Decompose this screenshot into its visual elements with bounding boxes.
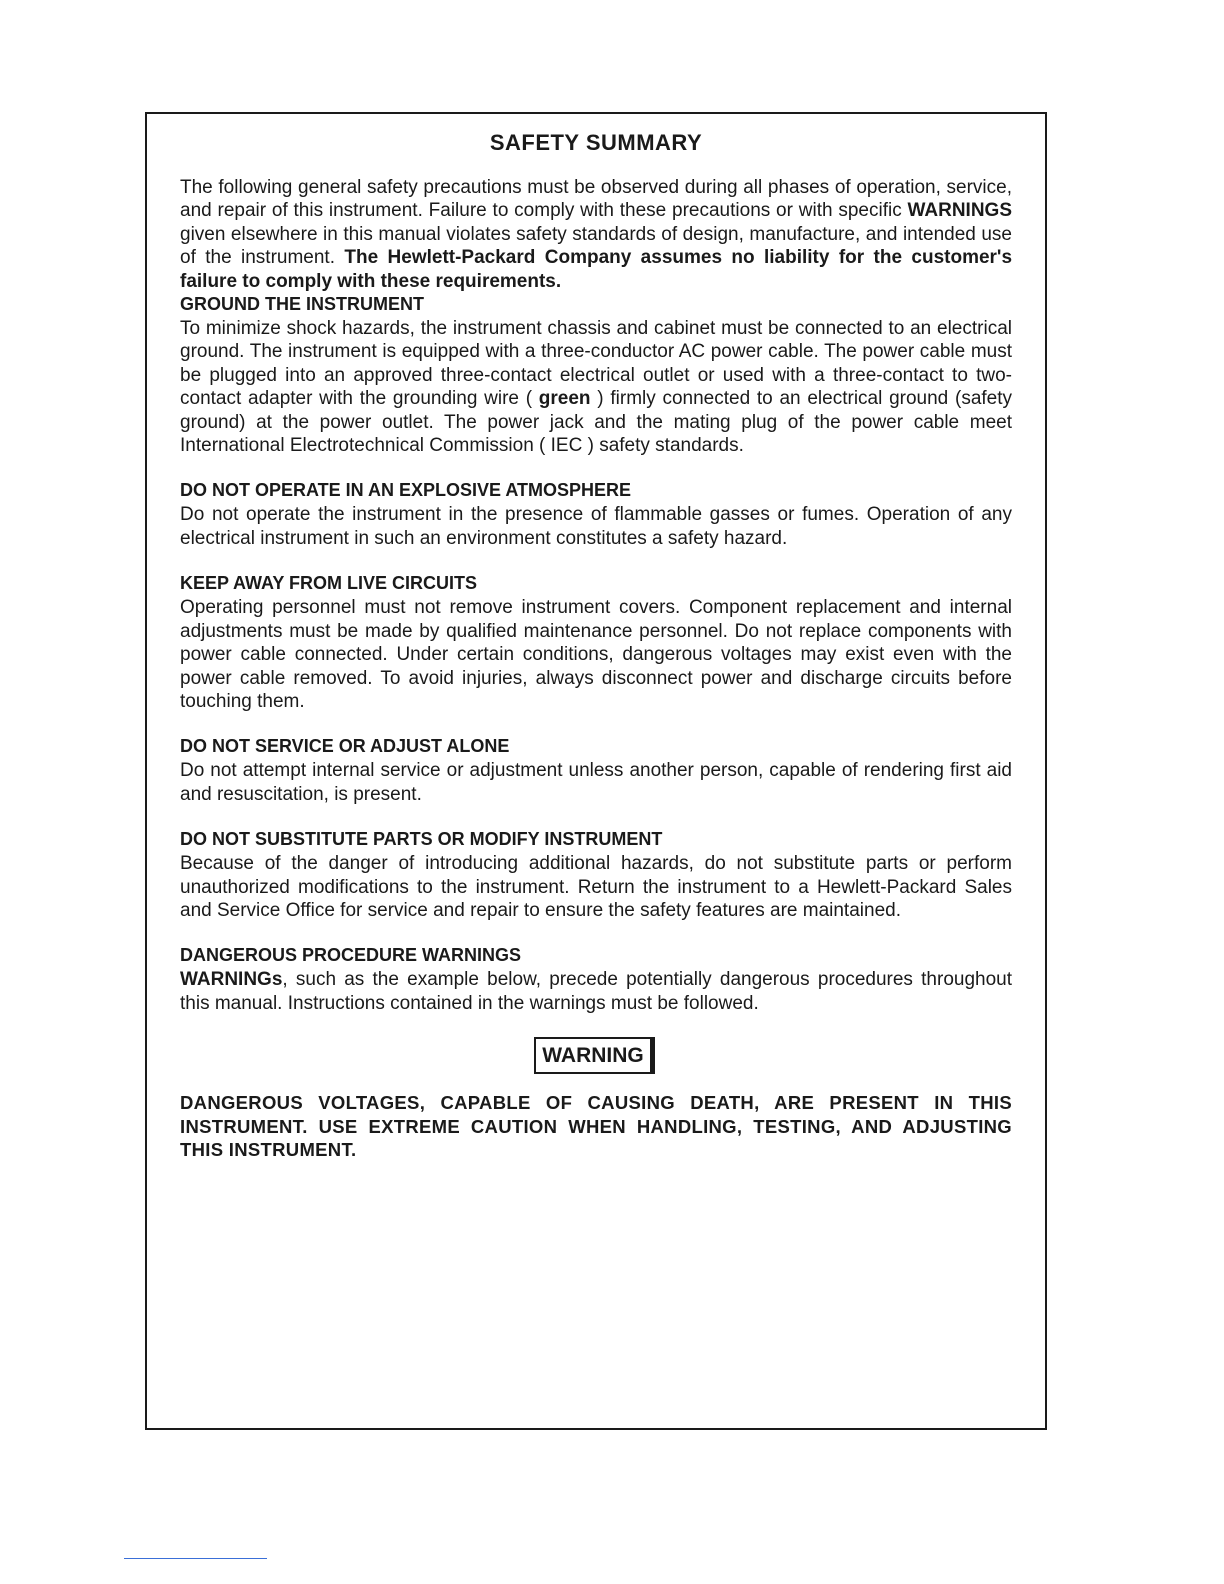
- section-dangerous-procedures: [180, 944, 1012, 1015]
- section-ground: [180, 293, 1012, 457]
- section-text-dangerous-procedures: [180, 968, 1012, 1015]
- safety-summary-frame: [145, 112, 1047, 1430]
- intro-liability-statement: The Hewlett-Packard Company assumes no liability for the customer's failure to comply with these requirements.: [180, 247, 1013, 292]
- intro-bold-warnings: WARNINGS: [907, 200, 1012, 222]
- ground-text-1: To minimize shock hazards, the instrument chassis and cabinet must be connected to an electrical ground. The instrument is equipped with a three-conductor AC power cable. The power cable must be plugged into an approved three-contact electrical outlet or used with a three-contact to two-contact adapter with the grounding wire (: [180, 318, 1012, 410]
- section-substitute: [180, 828, 1012, 922]
- safety-content: [180, 176, 1012, 1162]
- page-title: SAFETY SUMMARY: [489, 130, 703, 155]
- section-heading-dangerous-procedures: DANGEROUS PROCEDURE WARNINGS: [180, 945, 522, 966]
- section-text-alone: Do not attempt internal service or adjustment unless another person, capable of rendering first aid and resuscitation, is present.: [180, 760, 1012, 805]
- section-text-explosive: Do not operate the instrument in the presence of flammable gasses or fumes. Operation of any electrical instrument in such an environment constitutes a safety hazard.: [180, 504, 1012, 549]
- section-heading-ground: GROUND THE INSTRUMENT: [180, 294, 424, 315]
- section-text-ground: [180, 317, 1012, 457]
- section-heading-explosive: DO NOT OPERATE IN AN EXPLOSIVE ATMOSPHERE: [180, 480, 632, 501]
- section-explosive: [180, 479, 1012, 550]
- section-alone: [180, 735, 1012, 806]
- intro-paragraph: [180, 176, 1012, 293]
- dangerous-text: , such as the example below, precede potentially dangerous procedures throughout this manual. Instructions contained in the warnings must be followed.: [180, 969, 1012, 1014]
- intro-text-2: given elsewhere in this manual violates safety standards of design, manufacture, and intended use of the instrument.: [180, 223, 1012, 269]
- ground-bold-green: green: [538, 388, 591, 410]
- footer-rule: [124, 1558, 267, 1559]
- section-text-substitute: Because of the danger of introducing additional hazards, do not substitute parts or perform unauthorized modifications to the instrument. Return the instrument to a Hewlett-Packard Sales and Service Office for service and repair to ensure the safety features are maintained.: [180, 853, 1012, 921]
- dangerous-bold-warnings: WARNINGs: [180, 969, 283, 991]
- section-heading-alone: DO NOT SERVICE OR ADJUST ALONE: [180, 736, 510, 757]
- warning-label: WARNING: [534, 1037, 655, 1074]
- intro-text-1: The following general safety precautions must be observed during all phases of operation, service, and repair of this instrument. Failure to comply with these precautions or with specific: [180, 177, 1012, 222]
- section-heading-substitute: DO NOT SUBSTITUTE PARTS OR MODIFY INSTRUMENT: [180, 829, 663, 850]
- section-text-live-circuits: Operating personnel must not remove instrument covers. Component replacement and internal adjustments must be made by qualified maintenance personnel. Do not replace components with power cable connected. Under certain conditions, dangerous voltages may exist even with the power cable removed. To avoid injuries, always disconnect power and discharge circuits before touching them.: [180, 597, 1012, 712]
- section-heading-live-circuits: KEEP AWAY FROM LIVE CIRCUITS: [180, 573, 478, 594]
- section-live-circuits: [180, 572, 1012, 713]
- warning-text: DANGEROUS VOLTAGES, CAPABLE OF CAUSING DEATH, ARE PRESENT IN THIS INSTRUMENT. USE EXTREME CAUTION WHEN HANDLING, TESTING, AND ADJUSTING THIS INSTRUMENT.: [180, 1092, 1012, 1161]
- warning-label-container: [180, 1037, 1012, 1091]
- ground-text-2: ) firmly connected to an electrical ground (safety ground) at the power outlet. The power jack and the mating plug of the power cable meet International Electrotechnical Commission ( IEC ) safety standards.: [180, 388, 1013, 457]
